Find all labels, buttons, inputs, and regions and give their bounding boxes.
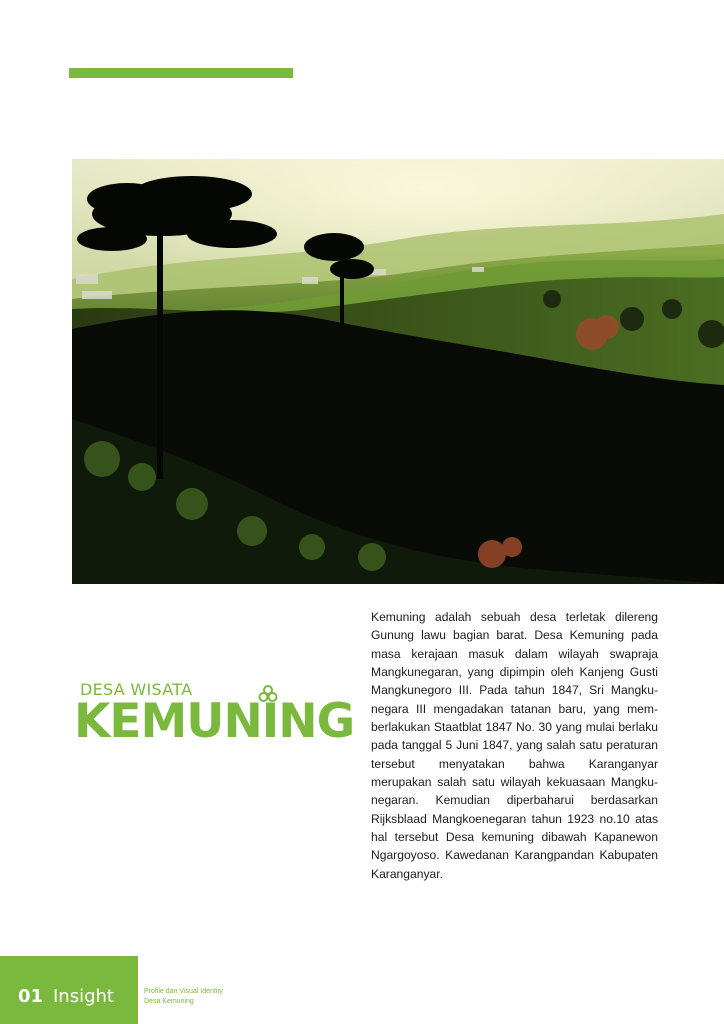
page-number: 01 [18, 986, 44, 1007]
article-paragraph: Kemuning adalah sebuah desa terletak dilereng Gunung lawu bagian barat. Desa Kemuning pada masa kerajaan masuk dalam wilayah swapraja Mangkunegaran, yang dipimpin oleh Kanjeng Gusti Mangkunegoro III. Pada tahun 1847, Sri Mangkunegara III mengadakan tatanan baru, yang memberlakukan Staatblat 1847 No. 30 yang mulai berlaku pada tanggal 5 Juni 1847, yang salah satu peraturan tersebut menyatakan bahwa Karanganyar merupakan salah satu wilayah kekuasaan Mangkunegaran. Kemudian diperbaharui berdasarkan Rijksblaad Mangkoenegaran tahun 1923 no.10 atas hal tersebut Desa kemuning dibawah Kapanewon Ngargoyoso. Kawedanan Karangpandan Kabupaten Karanganyar. [371, 610, 658, 881]
section-label: Insight [53, 986, 114, 1007]
footer-tab [0, 956, 138, 1024]
footer-meta-line2: Desa Kemuning [144, 997, 194, 1005]
accent-bar [69, 68, 293, 78]
title-kicker: DESA WISATA [80, 680, 193, 699]
article-body [371, 608, 658, 883]
title-main: KEMUNING [74, 694, 355, 749]
footer-meta [144, 987, 223, 1006]
title-block [74, 680, 370, 760]
footer-meta-line1: Profile dan Visual Identity [144, 988, 223, 995]
landscape-photo [72, 159, 724, 584]
landscape-illustration [72, 159, 724, 584]
